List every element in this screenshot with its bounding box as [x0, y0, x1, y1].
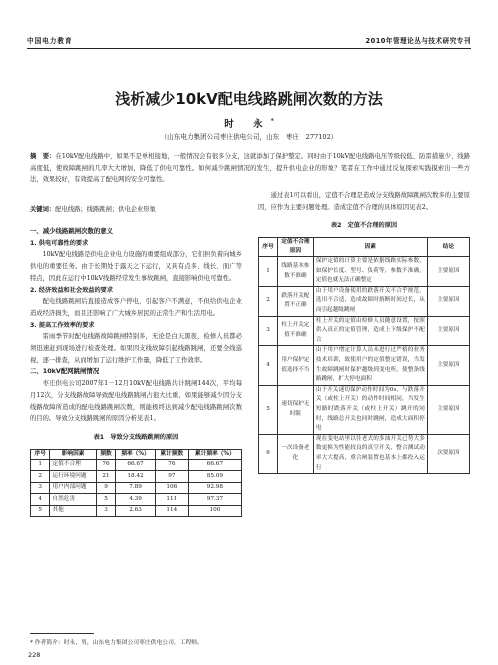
table-cell: 主要原因: [427, 257, 469, 287]
table-cell: 3: [259, 316, 278, 346]
article-title: 浅析减少10kV配电线路跳闸次数的方法: [115, 90, 383, 108]
table-cell: 85.09: [188, 471, 241, 483]
header-rule: [27, 48, 471, 49]
table-header-cell: 累计频数: [155, 449, 188, 459]
author-name: 时 永*: [224, 117, 274, 130]
table-cell: 21: [96, 471, 115, 483]
table-header-cell: 影响因素: [50, 449, 96, 459]
table-cell: 4: [259, 346, 278, 385]
table-cell: 4.39: [116, 494, 156, 506]
table-cell: 6: [259, 434, 278, 473]
table2-caption: 表2 定值不合理的原因: [330, 222, 398, 230]
table-cell: 用户保护定值选择不当: [277, 346, 313, 385]
table1: [30, 449, 242, 518]
table-row: [31, 505, 242, 517]
table-cell: 速切保护无时限: [277, 385, 313, 434]
paragraph: 配电线路跳闸后直接造成客户停电，引起客户不满意，不但给供电企业造成经济损失，而且还影响了广大城乡居民的正常生产和生活用电。: [30, 298, 242, 317]
abstract: [30, 151, 470, 186]
table-row: [31, 494, 242, 506]
table-cell: 76: [155, 459, 188, 471]
table-row: [31, 459, 242, 471]
table-cell: 2: [31, 471, 50, 483]
table-cell: 1: [31, 459, 50, 471]
table-cell: 3: [31, 482, 50, 494]
table-cell: 66.67: [188, 459, 241, 471]
table-cell: 100: [188, 505, 241, 517]
table-header-row: [259, 238, 470, 257]
page-number: 228: [28, 651, 41, 659]
table-header-cell: 频率（%）: [116, 449, 156, 459]
table-cell: 用户内部问题: [50, 482, 96, 494]
table-cell: 主要原因: [427, 316, 469, 346]
table-cell: 97: [155, 471, 188, 483]
table-cell: 4: [31, 494, 50, 506]
table-header-cell: 结论: [427, 238, 469, 257]
table-header-cell: 因素: [313, 238, 427, 257]
table-cell: 66.67: [116, 459, 156, 471]
table-cell: 现在变电站里以往老式的多油开关已势大多数更换为性能较良的真空开关，整合测试动率大大提高，重合闸装置也基本上都投入运行: [313, 434, 427, 473]
running-header: [27, 35, 471, 47]
table-cell: 2: [259, 286, 278, 316]
table-cell: 97.37: [188, 494, 241, 506]
table-cell: 柱上开关定值不准确: [277, 316, 313, 346]
table-cell: 一次设备老化: [277, 434, 313, 473]
section-heading: 二、10kV配网跳闸情况: [30, 367, 100, 376]
paragraph: 10kV配电线路是供电企业电力设施的重要组成部分，它们担负着向城乡供电的重要任务。由于长期处于露天之下运行，又具有点多、线长、面广等特点，因此在运行中10kV线路经常发生事故跳闸，直接影响供电可靠性。: [30, 251, 242, 282]
table-row: [259, 434, 470, 473]
table-row: [31, 482, 242, 494]
table-cell: 线路基本参数不准确: [277, 257, 313, 287]
table-header-cell: 序号: [31, 449, 50, 459]
table-header-cell: 定值不合理原因: [277, 238, 313, 257]
subsection-heading: 3. 提高工作效率的要求: [30, 321, 95, 329]
table-cell: 自然危害: [50, 494, 96, 506]
table-cell: 定值不合理: [50, 459, 96, 471]
paragraph: 雷雨季节时配电线路故障跳闸特别多，无论是白天黑夜，检修人员都必须迅速赶到现场进行检查处理。如果因支线故障引起线路跳闸，还要全线巡视，逐一排查，从而增加了运行维护工作量，降低了工作效率。: [30, 333, 242, 364]
abstract-text: 在10kV配电线路中，如果不是单相接地，一般情况会有很多分支，这就添加了保护整定。同时由于10kV配电线路电压等级较低、防雷措施少、线路高度低，使故障跳闸的几率大大增加，降低了供电可靠性。如何减少跳闸情况的发生，提升供电企业的形象？笔者在工作中通过反复探索实践摸索出一些方法，效果较好，有效提高了配电网的安全可靠性。: [30, 153, 470, 184]
table-cell: 5: [259, 385, 278, 434]
table-cell: 主要原因: [427, 346, 469, 385]
table-header-cell: 频数: [96, 449, 115, 459]
paragraph: 枣庄供电公司2007年1－12月10kV配电线路共计跳闸144次，平均每月12次，分支线路故障导致配电线路跳闸占很大比重，如果能够减少因分支线路故障所造成的配电线路跳闸次数，则能极终达到减少配电线路跳闸次数的目的。导致分支线路跳闸的原因分析见表1。: [30, 380, 242, 423]
table-cell: 9: [96, 482, 115, 494]
table-cell: 由于开关速切保护动作时间为0s，与跌落开关（或柱上开关）的动作时间相同，当发生短路时跌落开关（或柱上开关）跳开的同时，线路总开关也同时跳闸，造成大面积停电: [313, 385, 427, 434]
subsection-heading: 1. 供电可靠性的要求: [30, 239, 89, 247]
table-cell: 106: [155, 482, 188, 494]
table-cell: 由于用户增定计算人员未进行过严格的业务技术培训，致使用户的定值整定错误，当发生故障跳闸时保护越级到变电所，使整条线路跳闸，扩大停电面积: [313, 346, 427, 385]
table-row: [259, 346, 470, 385]
table-cell: 次要原因: [427, 434, 469, 473]
table-row: [259, 257, 470, 287]
paragraph: 通过表1可以看出，定值不合理是造成分支线路故障跳闸次数多的主要原因，应作为主要问题处理。造成定值不合理的具体原因见表2。: [258, 192, 470, 211]
table-cell: 2.63: [116, 505, 156, 517]
table-cell: 76: [96, 459, 115, 471]
table-cell: 7.89: [116, 482, 156, 494]
table1-caption: 表1 导致分支线路跳闸的原因: [93, 433, 179, 441]
table-cell: 114: [155, 505, 188, 517]
table-cell: 运行环境问题: [50, 471, 96, 483]
table-row: [259, 385, 470, 434]
table-row: [31, 471, 242, 483]
section-heading: 一、减少线路跳闸次数的意义: [30, 227, 114, 235]
table-cell: 1: [259, 257, 278, 287]
table-cell: 保护定值的计算主要是依据线路实际参数，如保护长度、型号、负荷等，参数不准确，定值也就无法正确整定: [313, 257, 427, 287]
abstract-label: 摘 要：: [30, 153, 56, 160]
left-column: [30, 226, 242, 517]
table-cell: 主要原因: [427, 286, 469, 316]
author-footnote: * 作者简介：时永，男，山东电力集团公司枣庄供电公司，工程师。: [30, 640, 203, 646]
table-cell: 111: [155, 494, 188, 506]
table-cell: 92.98: [188, 482, 241, 494]
right-column: [258, 190, 470, 474]
table-cell: 跌落开关配置不正确: [277, 286, 313, 316]
footnote-rule: [30, 633, 94, 634]
journal-name: 中国电力教育: [27, 37, 73, 45]
table-cell: 柱上开关的定值由检修人员随意设置，按照供入真正的定值管理，造成上下级保护不配合: [313, 316, 427, 346]
table-cell: 5: [96, 494, 115, 506]
keywords-label: 关键词：: [30, 206, 56, 213]
table-row: [259, 286, 470, 316]
author-affiliation: （山东电力集团公司枣庄供电公司，山东 枣庄 277102）: [160, 133, 338, 141]
table-cell: 由于用户设备使用的跌落开关不合乎规范，选用不合适，造成故障时熔断时间过长，从而引起越级跳闸: [313, 286, 427, 316]
issue-name: 2010年管理论丛与技术研究专刊: [365, 37, 471, 45]
table-cell: 其他: [50, 505, 96, 517]
table-row: [259, 316, 470, 346]
table-header-row: [31, 449, 242, 459]
table-cell: 5: [31, 505, 50, 517]
table-header-cell: 序号: [259, 238, 278, 257]
table2: [258, 237, 470, 474]
table-cell: 主要原因: [427, 385, 469, 434]
table-cell: 3: [96, 505, 115, 517]
table-header-cell: 累计频率（%）: [188, 449, 241, 459]
keywords-text: 配电线路；线路跳闸；供电企业形象: [55, 206, 156, 213]
subsection-heading: 2. 经济效益和社会效益的要求: [30, 286, 114, 294]
table-cell: 18.42: [116, 471, 156, 483]
